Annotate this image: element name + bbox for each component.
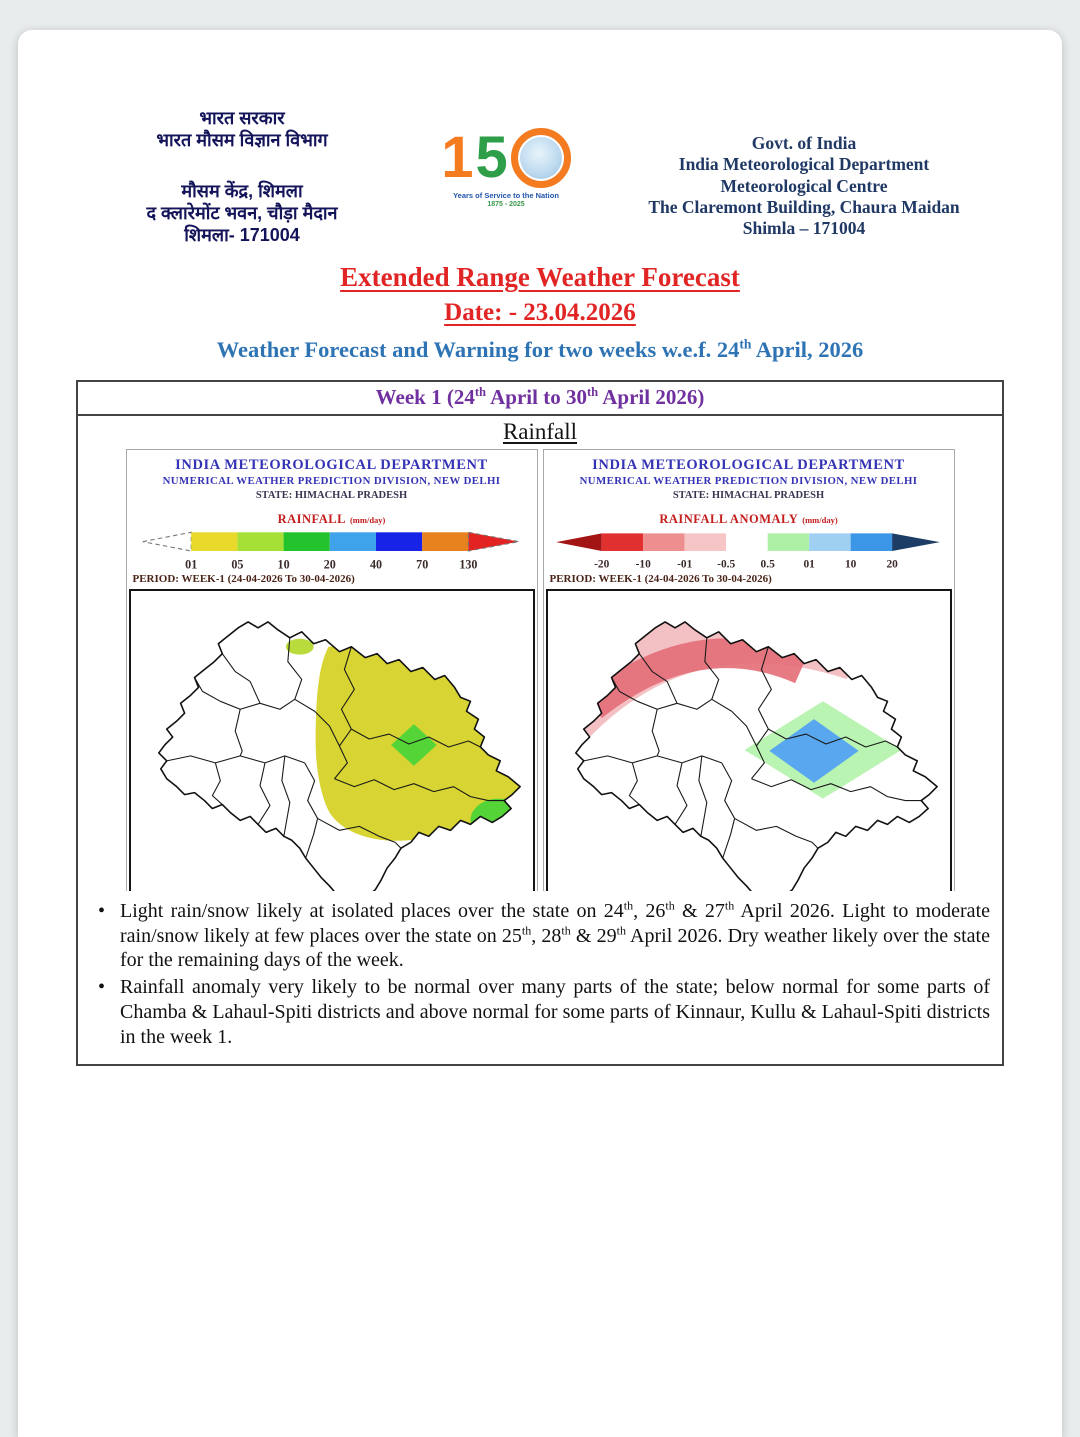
imd-150-logo bbox=[408, 108, 604, 208]
rainfall-color-scale bbox=[127, 528, 537, 573]
anomaly-panel bbox=[543, 449, 955, 891]
hindi-line: द क्लारेमोंट भवन, चौड़ा मैदान bbox=[146, 202, 338, 223]
svg-text:-01: -01 bbox=[676, 558, 692, 571]
english-line: The Claremont Building, Chaura Maidan bbox=[648, 197, 960, 218]
week-header: Week 1 (24th April to 30th April 2026) bbox=[78, 382, 1002, 416]
rainfall-map bbox=[131, 591, 533, 891]
hindi-line: भारत सरकार bbox=[199, 108, 285, 128]
panel-division: NUMERICAL WEATHER PREDICTION DIVISION, NEW DELHI bbox=[579, 474, 918, 487]
logo-years: 1875 - 2025 bbox=[487, 201, 525, 208]
svg-text:20: 20 bbox=[323, 557, 336, 572]
subtitle: Weather Forecast and Warning for two weeks w.e.f. 24th April, 2026 bbox=[216, 336, 864, 362]
english-line: Govt. of India bbox=[751, 133, 857, 153]
anomaly-map-frame bbox=[546, 589, 952, 891]
svg-text:01: 01 bbox=[184, 557, 197, 572]
english-line: Meteorological Centre bbox=[720, 175, 888, 196]
svg-text:70: 70 bbox=[415, 557, 428, 572]
letterhead-hindi-block bbox=[76, 108, 408, 247]
forecast-bullets bbox=[78, 897, 1002, 1064]
svg-text:-20: -20 bbox=[593, 558, 609, 571]
forecast-box bbox=[76, 380, 1004, 1066]
svg-text:10: 10 bbox=[844, 558, 856, 571]
scale-title: RAINFALL (mm/day) bbox=[277, 511, 386, 526]
letterhead bbox=[76, 108, 1004, 247]
svg-text:01: 01 bbox=[802, 558, 815, 571]
logo-globe-icon bbox=[511, 128, 571, 188]
bullet-item: • Rainfall anomaly very likely to be normal over many parts of the state; below normal for some parts of Chamba & Lahaul-Spiti districts and above normal for some parts of Kinnaur, Kullu & Lahaul-Spiti districts in the week 1. bbox=[86, 975, 990, 1049]
letterhead-english-block bbox=[604, 108, 1004, 240]
panel-org: INDIA METEOROLOGICAL DEPARTMENT bbox=[592, 456, 905, 473]
rainfall-map-frame bbox=[129, 589, 535, 891]
bullet-item: • Light rain/snow likely at isolated places over the state on 24th, 26th & 27th April 2026. Light to moderate rain/snow likely at few places over the state on 25th, 28th & 29th April 2026. Dry weather likely over the state for the remaining days of the week. bbox=[86, 899, 990, 973]
svg-text:-10: -10 bbox=[635, 558, 651, 571]
map-panels bbox=[78, 449, 1002, 891]
svg-text:0.5: 0.5 bbox=[760, 558, 775, 571]
hindi-line: मौसम केंद्र, शिमला bbox=[181, 180, 303, 201]
panel-state: STATE: HIMACHAL PRADESH bbox=[672, 489, 825, 501]
panel-period: PERIOD: WEEK-1 (24-04-2026 To 30-04-2026) bbox=[549, 572, 772, 585]
panel-division: NUMERICAL WEATHER PREDICTION DIVISION, NEW DELHI bbox=[162, 474, 501, 487]
english-line: Shimla – 171004 bbox=[742, 218, 866, 239]
svg-text:130: 130 bbox=[458, 557, 477, 572]
svg-text:40: 40 bbox=[369, 557, 382, 572]
rainfall-panel bbox=[126, 449, 538, 891]
hindi-line: भारत मौसम विज्ञान विभाग bbox=[156, 129, 328, 150]
anomaly-map bbox=[548, 591, 950, 891]
panel-org: INDIA METEOROLOGICAL DEPARTMENT bbox=[175, 456, 488, 473]
section-title: Rainfall bbox=[502, 418, 578, 444]
hindi-line: शिमला- 171004 bbox=[184, 224, 300, 245]
logo-digit-5: 5 bbox=[475, 125, 508, 190]
english-line: India Meteorological Department bbox=[678, 154, 930, 175]
svg-text:20: 20 bbox=[885, 558, 898, 571]
date-line: Date: - 23.04.2026 bbox=[444, 298, 636, 326]
document-page bbox=[18, 30, 1062, 1437]
panel-period: PERIOD: WEEK-1 (24-04-2026 To 30-04-2026) bbox=[132, 572, 355, 585]
svg-text:-0.5: -0.5 bbox=[716, 558, 735, 571]
logo-tagline: Years of Service to the Nation bbox=[453, 191, 559, 200]
logo-digit-1: 1 bbox=[441, 125, 474, 190]
panel-state: STATE: HIMACHAL PRADESH bbox=[255, 489, 408, 501]
document-title: Extended Range Weather Forecast bbox=[340, 261, 740, 292]
svg-text:10: 10 bbox=[277, 557, 290, 572]
anomaly-color-scale bbox=[544, 528, 954, 573]
svg-text:05: 05 bbox=[230, 557, 243, 572]
scale-title: RAINFALL ANOMALY (mm/day) bbox=[659, 511, 838, 526]
